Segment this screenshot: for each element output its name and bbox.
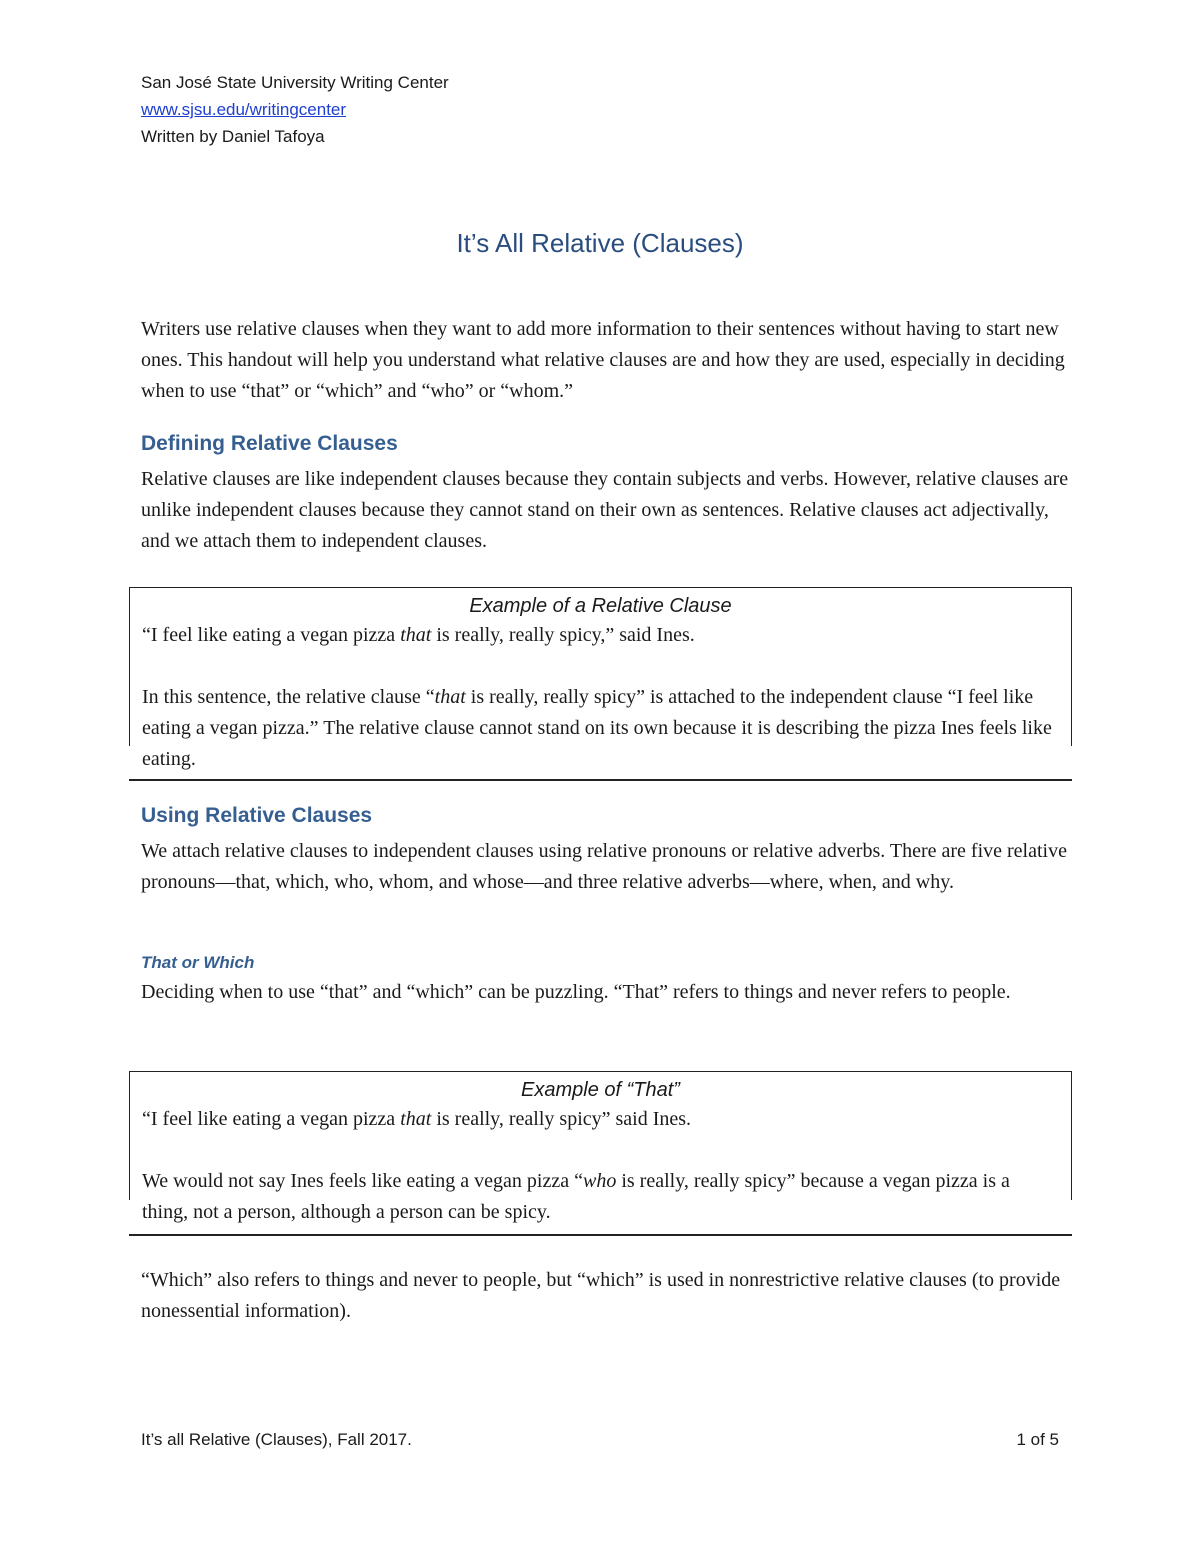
- example-explanation: We would not say Ines feels like eating a vegan pizza “who is really, really spicy” because a vegan pizza is a thing, not a person, although a person can be spicy.: [142, 1170, 1010, 1223]
- example-box-body: [130, 620, 1071, 775]
- example-box-relative-clause: [129, 587, 1072, 770]
- header-author: Written by Daniel Tafoya: [141, 127, 325, 146]
- example-quote: “I feel like eating a vegan pizza that is really, really spicy,” said Ines.: [142, 624, 695, 646]
- defining-text: Relative clauses are like independent clauses because they contain subjects and verbs. However, relative clauses are unlike independent clauses because they cannot stand on their own as sentences. Relative clauses act adjectivally, and we attach them to independent clauses.: [141, 468, 1069, 552]
- example-box-body: [130, 1104, 1071, 1228]
- header-institution: San José State University Writing Center: [141, 73, 449, 92]
- example-box-divider: [129, 779, 1072, 781]
- that-or-which-text: Deciding when to use “that” and “which” can be puzzling. “That” refers to things and never refers to people.: [141, 981, 1011, 1003]
- example-quote: “I feel like eating a vegan pizza that is really, really spicy” said Ines.: [142, 1108, 692, 1130]
- intro-paragraph: [141, 314, 1071, 407]
- using-text: We attach relative clauses to independent clauses using relative pronouns or relative adverbs. There are five relative pronouns—that, which, who, whom, and whose—and three relative adverbs—where, when, and why.: [141, 840, 1067, 893]
- footer-document-title: It’s all Relative (Clauses), Fall 2017.: [141, 1430, 412, 1449]
- example-explanation: In this sentence, the relative clause “that is really, really spicy” is attached to the independent clause “I feel like eating a vegan pizza.” The relative clause cannot stand on its own because it is describing the pizza Ines feels like eating.: [142, 686, 1052, 770]
- example-box-that: [129, 1071, 1072, 1223]
- closing-paragraph: [141, 1265, 1071, 1327]
- example-box-divider: [129, 1234, 1072, 1236]
- section-heading-using: Using Relative Clauses: [141, 804, 373, 827]
- intro-text: Writers use relative clauses when they want to add more information to their sentences without having to start new ones. This handout will help you understand what relative clauses are and how they are used, especially in deciding when to use “that” or “which” and “who” or “whom.”: [141, 318, 1065, 402]
- using-paragraph: [141, 836, 1071, 898]
- example-box-title: Example of “That”: [521, 1079, 680, 1101]
- section-heading-defining: Defining Relative Clauses: [141, 432, 398, 455]
- subsection-heading-that-or-which: That or Which: [141, 953, 255, 972]
- page-title: It’s All Relative (Clauses): [456, 228, 744, 258]
- example-box-title: Example of a Relative Clause: [469, 595, 732, 617]
- footer-page-number: 1 of 5: [1016, 1430, 1059, 1449]
- that-or-which-paragraph: [141, 977, 1041, 1008]
- closing-text: “Which” also refers to things and never to people, but “which” is used in nonrestrictive relative clauses (to provide nonessential information).: [141, 1269, 1061, 1322]
- defining-paragraph: [141, 464, 1071, 557]
- writing-center-link[interactable]: www.sjsu.edu/writingcenter: [141, 100, 347, 119]
